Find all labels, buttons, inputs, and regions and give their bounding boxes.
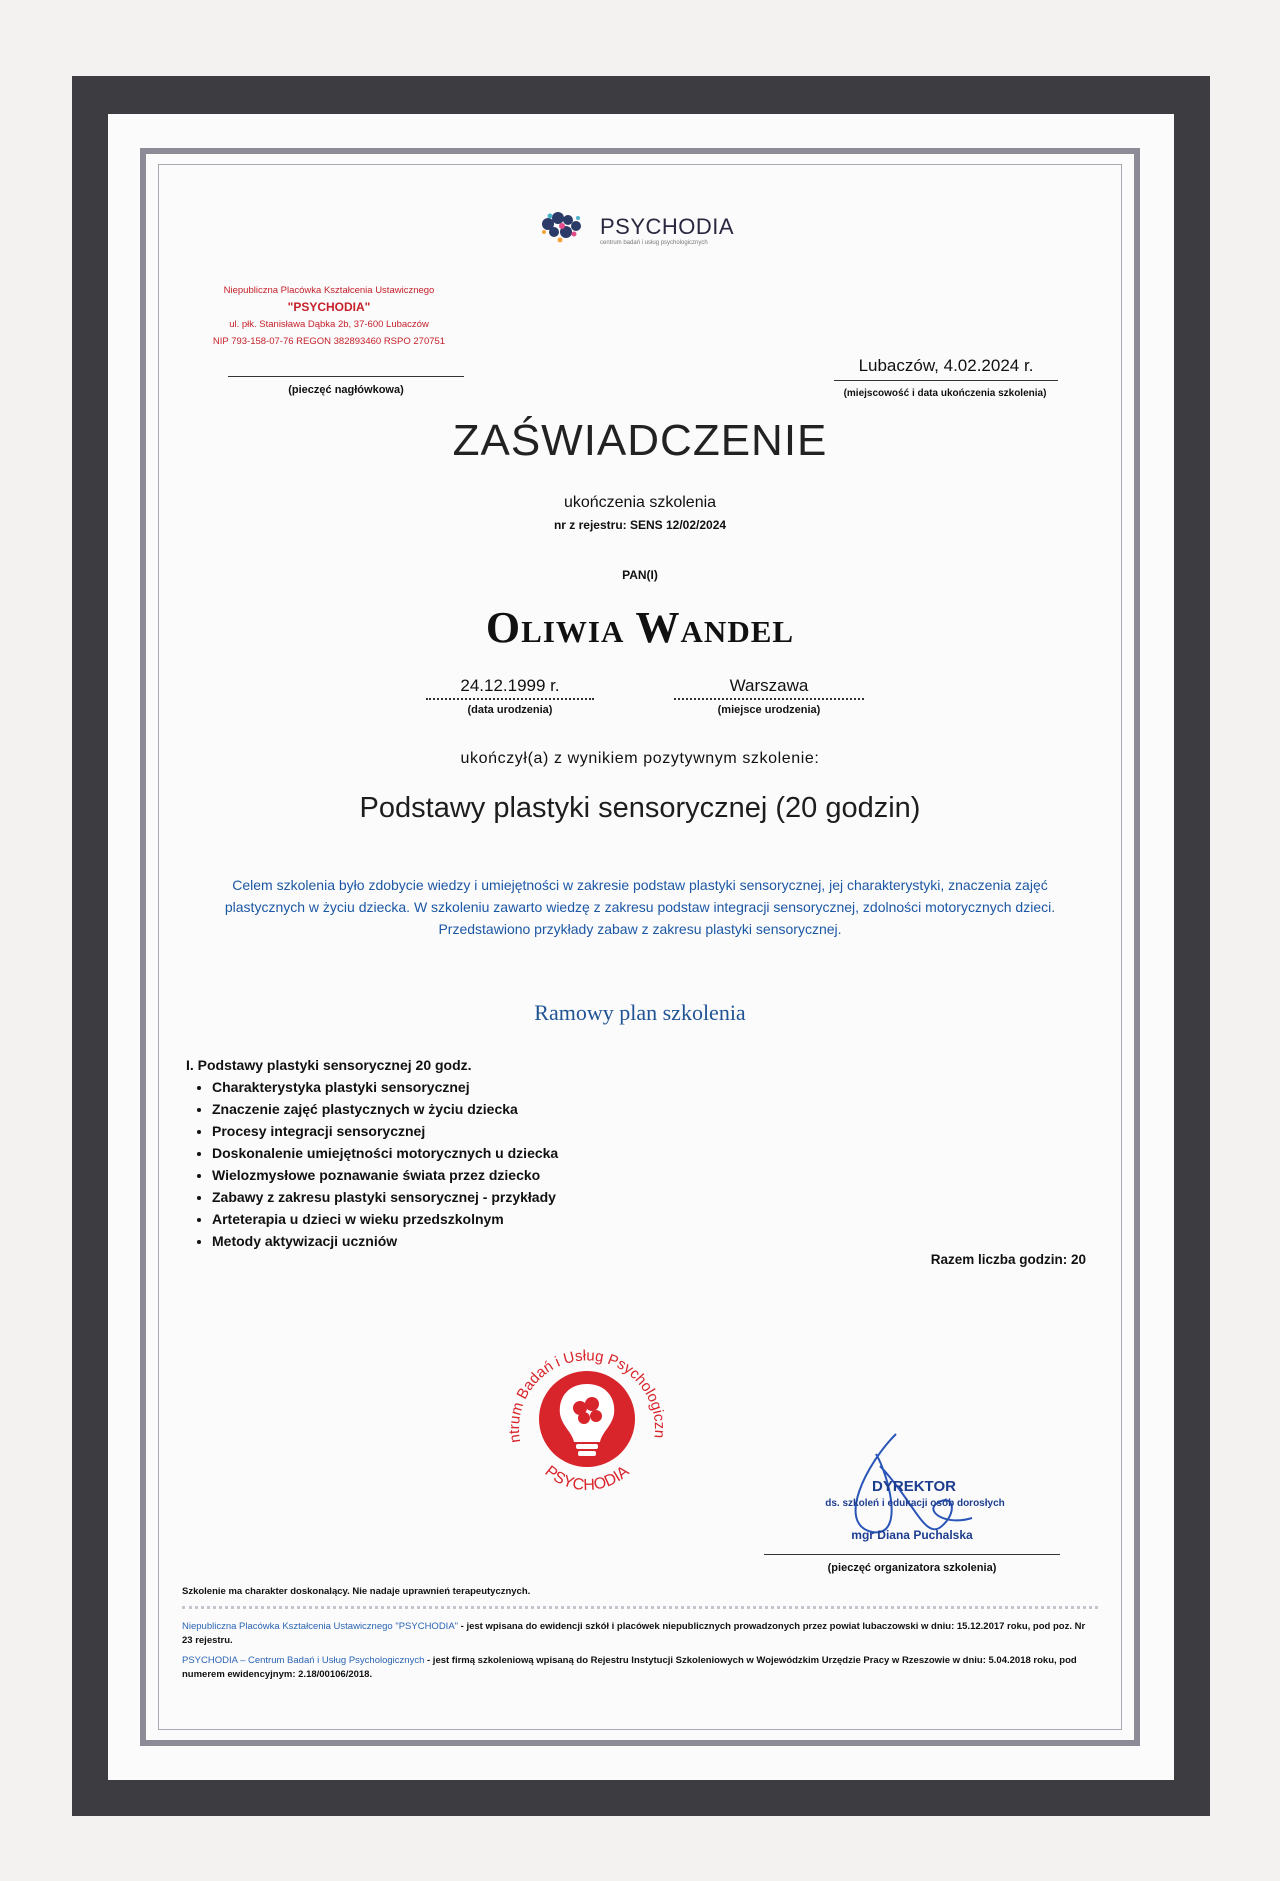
certificate-title: ZAŚWIADCZENIE [452, 416, 828, 465]
birth-place: Warszawa [729, 676, 809, 695]
program-heading: I. Podstawy plastyki sensorycznej 20 godz. [186, 1057, 472, 1073]
header-stamp [194, 282, 464, 350]
director-name: mgr Diana Puchalska [851, 1528, 973, 1542]
birth-date-caption: (data urodzenia) [467, 704, 553, 716]
footer-paragraph-1 [182, 1620, 1098, 1648]
list-item: • Znaczenie zajęć plastycznych w życiu dziecka [212, 1098, 786, 1120]
footer-2-institution: PSYCHODIA – Centrum Badań i Usług Psychologicznych [182, 1655, 425, 1666]
stamp-underline [228, 376, 464, 377]
birth-place-caption: (miejsce urodzenia) [717, 704, 821, 716]
stamp-line-1: Niepubliczna Placówka Kształcenia Ustawicznego [223, 285, 435, 296]
list-item: • Procesy integracji sensorycznej [212, 1120, 786, 1142]
list-item: • Doskonalenie umiejętności motorycznych u dziecka [212, 1142, 786, 1164]
certificate-subtitle: ukończenia szkolenia [563, 494, 717, 511]
footer-2-text: - jest firmą szkoleniową wpisaną do Rejestru Instytucji Szkoleniowych w Wojewódzkim Urzędzie Pracy w Rzeszowie w dniu: 5.04.2018 roku, pod numerem ewidencyjnym: 2.18/00106/2018. [182, 1655, 1077, 1680]
list-item: • Arteterapia u dzieci w wieku przedszkolnym [212, 1208, 786, 1230]
stamp-line-3: ul. płk. Stanisława Dąbka 2b, 37-600 Lubaczów [229, 319, 429, 330]
place-date-underline [834, 380, 1058, 381]
participant-name: Oliwia Wandel [485, 603, 795, 652]
completed-text: ukończył(a) z wynikiem pozytywnym szkolenie: [460, 750, 820, 767]
seal-ring-text: ntrum Badań i Usług Psychologiczn [505, 1347, 669, 1444]
director-caption: (pieczęć organizatora szkolenia) [827, 1562, 997, 1574]
director-title: DYREKTOR [872, 1478, 956, 1495]
birth-place-underline [674, 698, 864, 700]
footer-divider [182, 1606, 1098, 1609]
birth-date: 24.12.1999 r. [460, 676, 560, 695]
logo-tagline: centrum badań i usług psychologicznych [600, 240, 708, 246]
total-hours: Razem liczba godzin: 20 [930, 1252, 1086, 1267]
salutation: PAN(I) [622, 568, 658, 582]
footer-1-text: - jest wpisana do ewidencji szkół i placówek niepublicznych prowadzonych przez powiat lubaczowski w dniu: 15.12.2017 roku, pod poz. Nr 23 rejestru. [182, 1621, 1086, 1646]
program-list [186, 1076, 786, 1252]
list-item: • Metody aktywizacji uczniów [212, 1230, 786, 1252]
training-program [186, 1054, 786, 1252]
official-seal [496, 1328, 678, 1510]
training-note: Szkolenie ma charakter doskonalący. Nie nadaje uprawnień terapeutycznych. [182, 1586, 531, 1597]
footer-1-institution: Niepubliczna Placówka Kształcenia Ustawicznego "PSYCHODIA" [182, 1621, 459, 1632]
psychodia-logo [534, 204, 754, 252]
list-item: • Wielozmysłowe poznawanie świata przez dziecko [212, 1164, 786, 1186]
stamp-line-4: NIP 793-158-07-76 REGON 382893460 RSPO 270751 [212, 336, 446, 347]
seal-graphic [496, 1328, 678, 1510]
brain-logo-icon [534, 204, 592, 252]
birth-date-underline [426, 698, 594, 700]
place-date-caption: (miejscowość i data ukończenia szkolenia) [843, 388, 1047, 399]
course-description: Celem szkolenia było zdobycie wiedzy i umiejętności w zakresie podstaw plastyki sensorycznej, jej charakterystyki, znaczenia zajęć plastycznych w życiu dziecka. W szkoleniu zawarto wiedzę z zakresu podstaw integracji sensorycznej, zdolności motorycznych dzieci. Przedstawiono przykłady zabaw z zakresu plastyki sensorycznej. [224, 877, 1056, 937]
list-item: • Charakterystyka plastyki sensorycznej [212, 1076, 786, 1098]
stamp-caption: (pieczęć nagłówkowa) [288, 384, 404, 396]
certificate-sheet [166, 178, 1114, 1704]
director-underline [764, 1554, 1060, 1555]
plan-title: Ramowy plan szkolenia [534, 1000, 746, 1025]
course-title: Podstawy plastyki sensorycznej (20 godzin) [359, 792, 921, 824]
stamp-line-2: "PSYCHODIA" [287, 300, 371, 314]
list-item: • Zabawy z zakresu plastyki sensorycznej - przykłady [212, 1186, 786, 1208]
seal-bottom-text: PSYCHODIA [541, 1462, 633, 1495]
place-date: Lubaczów, 4.02.2024 r. [858, 356, 1034, 375]
logo-wordmark: PSYCHODIA [600, 214, 735, 239]
footer-paragraph-2 [182, 1654, 1098, 1682]
register-number: nr z rejestru: SENS 12/02/2024 [553, 518, 727, 532]
director-role: ds. szkoleń i edukacji osób dorosłych [825, 1498, 1005, 1509]
